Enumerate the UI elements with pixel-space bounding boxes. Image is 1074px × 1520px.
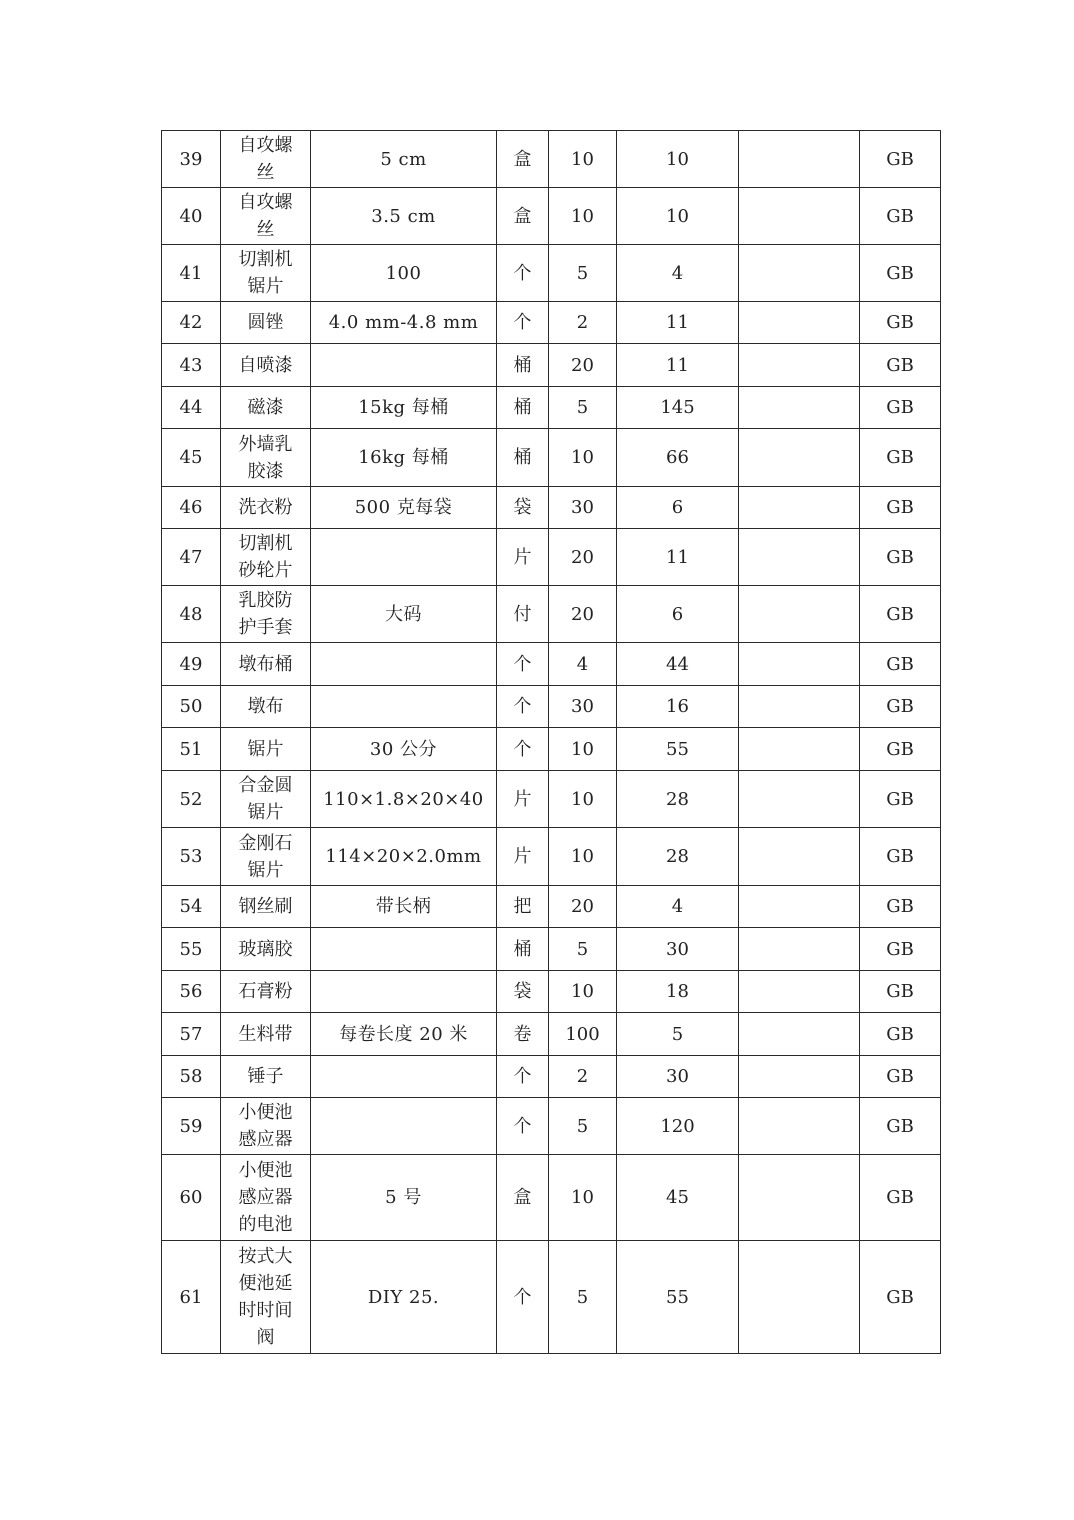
cell-standard: GB: [860, 886, 941, 928]
cell-price: 4: [617, 245, 739, 302]
cell-quantity: 5: [549, 245, 617, 302]
cell-unit: 桶: [497, 344, 549, 387]
cell-quantity: 4: [549, 643, 617, 686]
table-row: [162, 1013, 941, 1056]
cell-unit: 个: [497, 245, 549, 302]
table-row: [162, 429, 941, 487]
cell-item-name: 圆锉: [221, 302, 311, 344]
cell-blank: [739, 643, 860, 686]
cell-specification: [311, 686, 497, 728]
cell-standard: GB: [860, 302, 941, 344]
cell-item-number: 58: [162, 1056, 221, 1098]
cell-item-number: 60: [162, 1155, 221, 1241]
cell-item-name: 自喷漆: [221, 344, 311, 387]
table-row: [162, 344, 941, 387]
cell-specification: 114×20×2.0mm: [311, 828, 497, 886]
cell-blank: [739, 1241, 860, 1354]
cell-unit: 个: [497, 302, 549, 344]
cell-specification: 5 号: [311, 1155, 497, 1241]
table-row: [162, 686, 941, 728]
cell-price: 6: [617, 586, 739, 643]
cell-standard: GB: [860, 1056, 941, 1098]
table-row: [162, 586, 941, 643]
cell-unit: 片: [497, 828, 549, 886]
cell-standard: GB: [860, 188, 941, 245]
cell-quantity: 5: [549, 387, 617, 429]
cell-blank: [739, 387, 860, 429]
cell-specification: 4.0 mm-4.8 mm: [311, 302, 497, 344]
table-row: [162, 1056, 941, 1098]
table-body: [162, 131, 941, 1354]
cell-blank: [739, 1013, 860, 1056]
table-row: [162, 1241, 941, 1354]
cell-standard: GB: [860, 686, 941, 728]
cell-unit: 片: [497, 529, 549, 586]
cell-specification: 5 cm: [311, 131, 497, 188]
cell-item-name: 切割机砂轮片: [221, 529, 311, 586]
cell-blank: [739, 131, 860, 188]
cell-price: 10: [617, 188, 739, 245]
cell-quantity: 20: [549, 586, 617, 643]
cell-unit: 袋: [497, 487, 549, 529]
cell-item-number: 45: [162, 429, 221, 487]
cell-item-name: 墩布桶: [221, 643, 311, 686]
cell-item-name: 外墙乳胶漆: [221, 429, 311, 487]
cell-unit: 桶: [497, 429, 549, 487]
cell-quantity: 20: [549, 529, 617, 586]
cell-blank: [739, 886, 860, 928]
cell-price: 11: [617, 529, 739, 586]
cell-unit: 把: [497, 886, 549, 928]
cell-unit: 盒: [497, 131, 549, 188]
cell-standard: GB: [860, 529, 941, 586]
table-row: [162, 928, 941, 971]
cell-quantity: 10: [549, 131, 617, 188]
cell-item-name: 金刚石锯片: [221, 828, 311, 886]
cell-specification: [311, 928, 497, 971]
cell-quantity: 2: [549, 302, 617, 344]
cell-item-name: 生料带: [221, 1013, 311, 1056]
cell-standard: GB: [860, 928, 941, 971]
cell-specification: [311, 643, 497, 686]
cell-blank: [739, 529, 860, 586]
cell-specification: 500 克每袋: [311, 487, 497, 529]
cell-standard: GB: [860, 387, 941, 429]
cell-item-number: 59: [162, 1098, 221, 1155]
table-row: [162, 1098, 941, 1155]
cell-item-number: 42: [162, 302, 221, 344]
cell-price: 44: [617, 643, 739, 686]
cell-price: 55: [617, 728, 739, 771]
cell-unit: 桶: [497, 928, 549, 971]
cell-quantity: 10: [549, 1155, 617, 1241]
cell-blank: [739, 771, 860, 828]
cell-price: 11: [617, 344, 739, 387]
cell-quantity: 20: [549, 344, 617, 387]
cell-specification: 3.5 cm: [311, 188, 497, 245]
cell-item-name: 石膏粉: [221, 971, 311, 1013]
cell-specification: 每卷长度 20 米: [311, 1013, 497, 1056]
table-row: [162, 245, 941, 302]
table-row: [162, 487, 941, 529]
cell-specification: 带长柄: [311, 886, 497, 928]
cell-blank: [739, 1098, 860, 1155]
cell-quantity: 10: [549, 971, 617, 1013]
cell-quantity: 10: [549, 188, 617, 245]
cell-unit: 个: [497, 1056, 549, 1098]
cell-item-name: 锯片: [221, 728, 311, 771]
cell-specification: [311, 529, 497, 586]
cell-unit: 个: [497, 728, 549, 771]
cell-quantity: 10: [549, 828, 617, 886]
table-row: [162, 387, 941, 429]
cell-standard: GB: [860, 245, 941, 302]
table-row: [162, 643, 941, 686]
cell-item-number: 39: [162, 131, 221, 188]
cell-standard: GB: [860, 771, 941, 828]
cell-quantity: 10: [549, 728, 617, 771]
cell-price: 18: [617, 971, 739, 1013]
cell-unit: 片: [497, 771, 549, 828]
cell-standard: GB: [860, 487, 941, 529]
cell-item-name: 自攻螺丝: [221, 188, 311, 245]
cell-price: 6: [617, 487, 739, 529]
cell-standard: GB: [860, 1013, 941, 1056]
cell-unit: 袋: [497, 971, 549, 1013]
cell-blank: [739, 586, 860, 643]
cell-item-name: 乳胶防护手套: [221, 586, 311, 643]
cell-blank: [739, 302, 860, 344]
cell-specification: [311, 1098, 497, 1155]
cell-item-number: 55: [162, 928, 221, 971]
cell-unit: 个: [497, 643, 549, 686]
cell-item-number: 57: [162, 1013, 221, 1056]
cell-item-name: 钢丝刷: [221, 886, 311, 928]
cell-item-number: 48: [162, 586, 221, 643]
cell-item-name: 墩布: [221, 686, 311, 728]
cell-item-name: 玻璃胶: [221, 928, 311, 971]
cell-blank: [739, 487, 860, 529]
cell-price: 5: [617, 1013, 739, 1056]
cell-price: 55: [617, 1241, 739, 1354]
cell-price: 145: [617, 387, 739, 429]
cell-quantity: 2: [549, 1056, 617, 1098]
cell-item-number: 41: [162, 245, 221, 302]
cell-unit: 付: [497, 586, 549, 643]
cell-quantity: 10: [549, 771, 617, 828]
table-row: [162, 828, 941, 886]
cell-item-number: 52: [162, 771, 221, 828]
cell-price: 16: [617, 686, 739, 728]
cell-blank: [739, 188, 860, 245]
cell-specification: 110×1.8×20×40: [311, 771, 497, 828]
cell-price: 66: [617, 429, 739, 487]
cell-item-number: 40: [162, 188, 221, 245]
cell-unit: 个: [497, 686, 549, 728]
materials-table: [161, 130, 941, 1354]
table-row: [162, 971, 941, 1013]
cell-price: 28: [617, 771, 739, 828]
cell-blank: [739, 828, 860, 886]
cell-quantity: 30: [549, 686, 617, 728]
cell-item-number: 50: [162, 686, 221, 728]
cell-unit: 桶: [497, 387, 549, 429]
cell-item-name: 按式大便池延时时间阀: [221, 1241, 311, 1354]
cell-standard: GB: [860, 586, 941, 643]
cell-standard: GB: [860, 1098, 941, 1155]
cell-specification: [311, 344, 497, 387]
cell-unit: 个: [497, 1098, 549, 1155]
cell-item-number: 43: [162, 344, 221, 387]
cell-price: 10: [617, 131, 739, 188]
cell-specification: [311, 1056, 497, 1098]
cell-item-number: 44: [162, 387, 221, 429]
table-row: [162, 886, 941, 928]
cell-item-name: 洗衣粉: [221, 487, 311, 529]
cell-quantity: 20: [549, 886, 617, 928]
cell-standard: GB: [860, 429, 941, 487]
cell-item-number: 61: [162, 1241, 221, 1354]
cell-quantity: 100: [549, 1013, 617, 1056]
cell-unit: 盒: [497, 188, 549, 245]
cell-price: 45: [617, 1155, 739, 1241]
cell-quantity: 30: [549, 487, 617, 529]
cell-specification: 30 公分: [311, 728, 497, 771]
cell-standard: GB: [860, 728, 941, 771]
cell-item-number: 56: [162, 971, 221, 1013]
cell-specification: 16kg 每桶: [311, 429, 497, 487]
table-row: [162, 529, 941, 586]
cell-quantity: 5: [549, 928, 617, 971]
cell-item-name: 锤子: [221, 1056, 311, 1098]
cell-quantity: 5: [549, 1241, 617, 1354]
cell-quantity: 10: [549, 429, 617, 487]
cell-item-name: 小便池感应器: [221, 1098, 311, 1155]
cell-blank: [739, 928, 860, 971]
cell-unit: 盒: [497, 1155, 549, 1241]
cell-item-number: 51: [162, 728, 221, 771]
cell-item-name: 小便池感应器的电池: [221, 1155, 311, 1241]
cell-standard: GB: [860, 344, 941, 387]
cell-blank: [739, 429, 860, 487]
cell-specification: 100: [311, 245, 497, 302]
cell-price: 11: [617, 302, 739, 344]
cell-standard: GB: [860, 1241, 941, 1354]
cell-blank: [739, 1056, 860, 1098]
cell-price: 4: [617, 886, 739, 928]
cell-blank: [739, 1155, 860, 1241]
cell-item-number: 46: [162, 487, 221, 529]
table-row: [162, 1155, 941, 1241]
table-row: [162, 302, 941, 344]
cell-standard: GB: [860, 1155, 941, 1241]
table-row: [162, 131, 941, 188]
cell-blank: [739, 728, 860, 771]
cell-unit: 卷: [497, 1013, 549, 1056]
table-row: [162, 188, 941, 245]
cell-item-name: 切割机锯片: [221, 245, 311, 302]
cell-specification: [311, 971, 497, 1013]
cell-price: 28: [617, 828, 739, 886]
cell-item-number: 47: [162, 529, 221, 586]
cell-item-name: 磁漆: [221, 387, 311, 429]
cell-standard: GB: [860, 131, 941, 188]
cell-specification: 15kg 每桶: [311, 387, 497, 429]
cell-blank: [739, 971, 860, 1013]
cell-unit: 个: [497, 1241, 549, 1354]
cell-standard: GB: [860, 828, 941, 886]
cell-blank: [739, 344, 860, 387]
table-row: [162, 771, 941, 828]
cell-specification: DIY 25.: [311, 1241, 497, 1354]
cell-item-name: 合金圆锯片: [221, 771, 311, 828]
cell-specification: 大码: [311, 586, 497, 643]
cell-item-number: 54: [162, 886, 221, 928]
cell-standard: GB: [860, 971, 941, 1013]
cell-price: 30: [617, 928, 739, 971]
cell-price: 120: [617, 1098, 739, 1155]
cell-item-number: 49: [162, 643, 221, 686]
cell-standard: GB: [860, 643, 941, 686]
cell-item-name: 自攻螺丝: [221, 131, 311, 188]
cell-blank: [739, 245, 860, 302]
table-row: [162, 728, 941, 771]
cell-item-number: 53: [162, 828, 221, 886]
cell-quantity: 5: [549, 1098, 617, 1155]
cell-blank: [739, 686, 860, 728]
cell-price: 30: [617, 1056, 739, 1098]
